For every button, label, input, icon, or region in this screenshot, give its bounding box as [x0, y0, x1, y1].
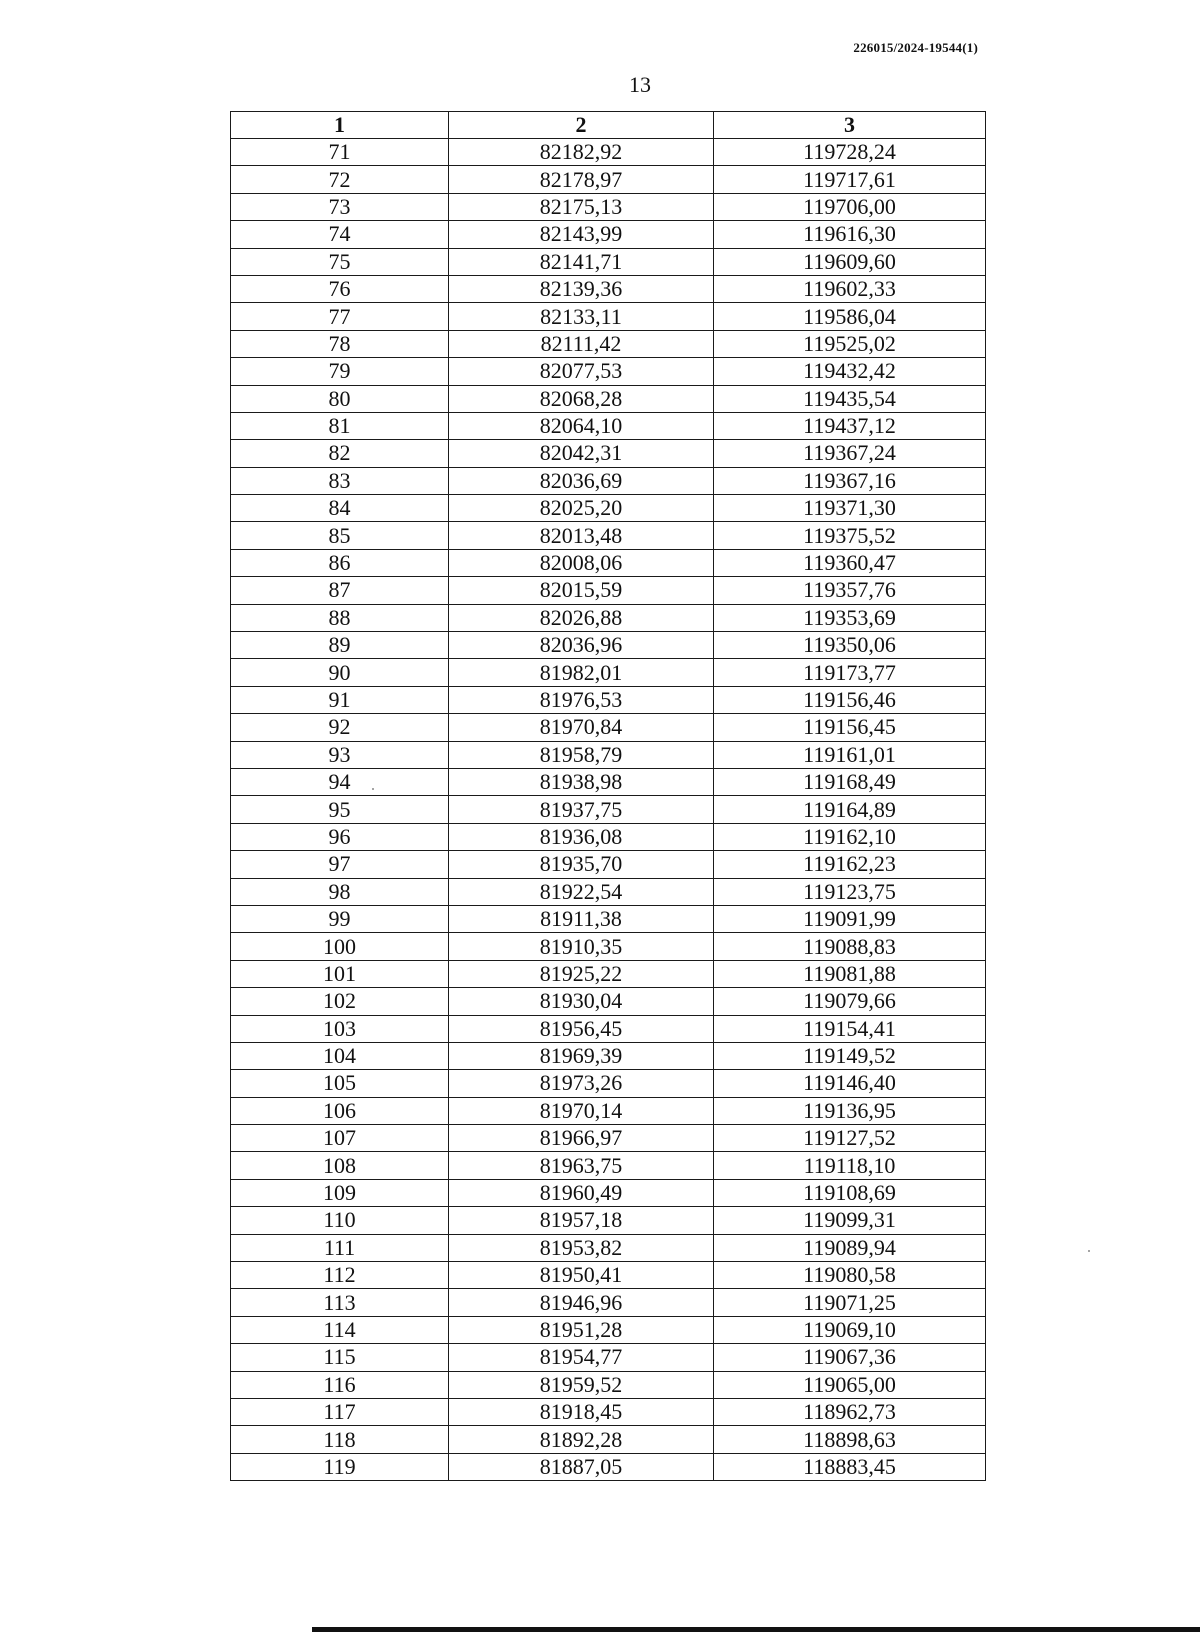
table-cell-col-1: 73	[231, 193, 449, 220]
table-cell-col-3: 119149,52	[714, 1042, 986, 1069]
table-header	[231, 112, 986, 139]
table-cell-col-2: 82141,71	[449, 248, 714, 275]
table-row	[231, 960, 986, 987]
table-cell-col-2: 81957,18	[449, 1207, 714, 1234]
table-row	[231, 412, 986, 439]
table-cell-col-1: 102	[231, 988, 449, 1015]
table-cell-col-3: 119173,77	[714, 659, 986, 686]
table-cell-col-3: 119350,06	[714, 632, 986, 659]
table-cell-col-1: 78	[231, 330, 449, 357]
table-cell-col-3: 118962,73	[714, 1398, 986, 1425]
table-row	[231, 248, 986, 275]
column-header-2: 2	[449, 112, 714, 139]
table-row	[231, 1207, 986, 1234]
table-row	[231, 1125, 986, 1152]
table-cell-col-2: 82008,06	[449, 549, 714, 576]
table-cell-col-3: 119099,31	[714, 1207, 986, 1234]
table-row	[231, 1262, 986, 1289]
table-row	[231, 878, 986, 905]
table-row	[231, 714, 986, 741]
table-cell-col-2: 82036,96	[449, 632, 714, 659]
table-row	[231, 1426, 986, 1453]
table-cell-col-2: 82025,20	[449, 495, 714, 522]
table-cell-col-3: 119123,75	[714, 878, 986, 905]
table-cell-col-2: 81922,54	[449, 878, 714, 905]
table-cell-col-2: 81970,14	[449, 1097, 714, 1124]
table-cell-col-2: 82111,42	[449, 330, 714, 357]
table-cell-col-3: 119136,95	[714, 1097, 986, 1124]
scan-bottom-edge	[312, 1627, 1200, 1632]
table-cell-col-1: 109	[231, 1179, 449, 1206]
table-cell-col-3: 119162,10	[714, 823, 986, 850]
table-cell-col-2: 81887,05	[449, 1453, 714, 1480]
table-cell-col-1: 100	[231, 933, 449, 960]
table-cell-col-1: 76	[231, 275, 449, 302]
table-row	[231, 659, 986, 686]
table-cell-col-1: 87	[231, 577, 449, 604]
table-row	[231, 358, 986, 385]
table-row	[231, 166, 986, 193]
table-cell-col-3: 119164,89	[714, 796, 986, 823]
table-cell-col-3: 119602,33	[714, 275, 986, 302]
table-cell-col-2: 81982,01	[449, 659, 714, 686]
table-row	[231, 303, 986, 330]
page-number: 13	[629, 72, 651, 97]
table-cell-col-3: 119609,60	[714, 248, 986, 275]
table-cell-col-2: 81953,82	[449, 1234, 714, 1261]
table-row	[231, 1398, 986, 1425]
coordinates-table-container	[230, 111, 985, 1481]
table-cell-col-3: 119156,45	[714, 714, 986, 741]
table-cell-col-1: 75	[231, 248, 449, 275]
table-cell-col-3: 119375,52	[714, 522, 986, 549]
table-cell-col-1: 91	[231, 686, 449, 713]
table-cell-col-1: 89	[231, 632, 449, 659]
table-cell-col-1: 72	[231, 166, 449, 193]
table-row	[231, 1042, 986, 1069]
table-cell-col-3: 119706,00	[714, 193, 986, 220]
table-cell-col-3: 119127,52	[714, 1125, 986, 1152]
table-cell-col-3: 119357,76	[714, 577, 986, 604]
table-cell-col-3: 119586,04	[714, 303, 986, 330]
table-cell-col-1: 79	[231, 358, 449, 385]
table-cell-col-2: 82042,31	[449, 440, 714, 467]
table-row	[231, 796, 986, 823]
table-cell-col-3: 119525,02	[714, 330, 986, 357]
table-cell-col-3: 119146,40	[714, 1070, 986, 1097]
table-row	[231, 1371, 986, 1398]
table-row	[231, 577, 986, 604]
table-row	[231, 851, 986, 878]
table-cell-col-2: 82178,97	[449, 166, 714, 193]
table-row	[231, 495, 986, 522]
table-cell-col-1: 116	[231, 1371, 449, 1398]
table-cell-col-1: 108	[231, 1152, 449, 1179]
table-row	[231, 139, 986, 166]
table-cell-col-2: 81973,26	[449, 1070, 714, 1097]
table-cell-col-2: 82139,36	[449, 275, 714, 302]
table-cell-col-2: 81966,97	[449, 1125, 714, 1152]
table-cell-col-1: 106	[231, 1097, 449, 1124]
table-cell-col-1: 110	[231, 1207, 449, 1234]
table-cell-col-1: 74	[231, 221, 449, 248]
table-row	[231, 549, 986, 576]
table-cell-col-1: 112	[231, 1262, 449, 1289]
table-cell-col-1: 118	[231, 1426, 449, 1453]
table-row	[231, 330, 986, 357]
table-cell-col-3: 118883,45	[714, 1453, 986, 1480]
table-cell-col-1: 105	[231, 1070, 449, 1097]
table-cell-col-3: 119360,47	[714, 549, 986, 576]
table-row	[231, 522, 986, 549]
table-cell-col-1: 104	[231, 1042, 449, 1069]
table-cell-col-3: 119108,69	[714, 1179, 986, 1206]
table-cell-col-2: 81954,77	[449, 1344, 714, 1371]
table-header-row	[231, 112, 986, 139]
table-cell-col-2: 81930,04	[449, 988, 714, 1015]
table-cell-col-1: 101	[231, 960, 449, 987]
table-cell-col-2: 81925,22	[449, 960, 714, 987]
table-cell-col-1: 119	[231, 1453, 449, 1480]
table-cell-col-2: 81970,84	[449, 714, 714, 741]
table-row	[231, 1453, 986, 1480]
table-cell-col-2: 81969,39	[449, 1042, 714, 1069]
table-cell-col-3: 119353,69	[714, 604, 986, 631]
table-cell-col-3: 119065,00	[714, 1371, 986, 1398]
table-cell-col-2: 81935,70	[449, 851, 714, 878]
table-cell-col-1: 86	[231, 549, 449, 576]
table-cell-col-3: 119156,46	[714, 686, 986, 713]
table-cell-col-1: 90	[231, 659, 449, 686]
table-cell-col-2: 81938,98	[449, 768, 714, 795]
table-cell-col-3: 118898,63	[714, 1426, 986, 1453]
table-cell-col-2: 81946,96	[449, 1289, 714, 1316]
table-cell-col-1: 96	[231, 823, 449, 850]
table-row	[231, 221, 986, 248]
table-cell-col-1: 83	[231, 467, 449, 494]
table-cell-col-2: 82013,48	[449, 522, 714, 549]
table-cell-col-2: 82182,92	[449, 139, 714, 166]
table-row	[231, 1097, 986, 1124]
column-header-3: 3	[714, 112, 986, 139]
table-cell-col-3: 119162,23	[714, 851, 986, 878]
table-cell-col-2: 82015,59	[449, 577, 714, 604]
table-cell-col-2: 81892,28	[449, 1426, 714, 1453]
table-cell-col-1: 115	[231, 1344, 449, 1371]
table-row	[231, 988, 986, 1015]
table-row	[231, 768, 986, 795]
table-cell-col-1: 93	[231, 741, 449, 768]
table-row	[231, 905, 986, 932]
table-cell-col-1: 111	[231, 1234, 449, 1261]
table-cell-col-2: 82026,88	[449, 604, 714, 631]
table-row	[231, 604, 986, 631]
table-row	[231, 1289, 986, 1316]
table-cell-col-1: 88	[231, 604, 449, 631]
table-cell-col-3: 119089,94	[714, 1234, 986, 1261]
table-cell-col-2: 81950,41	[449, 1262, 714, 1289]
table-cell-col-2: 81910,35	[449, 933, 714, 960]
column-header-1: 1	[231, 112, 449, 139]
table-cell-col-3: 119154,41	[714, 1015, 986, 1042]
table-cell-col-3: 119367,24	[714, 440, 986, 467]
table-cell-col-1: 113	[231, 1289, 449, 1316]
table-cell-col-2: 82143,99	[449, 221, 714, 248]
table-cell-col-3: 119161,01	[714, 741, 986, 768]
document-id: 226015/2024-19544(1)	[853, 40, 978, 55]
table-cell-col-3: 119091,99	[714, 905, 986, 932]
table-row	[231, 1344, 986, 1371]
table-cell-col-2: 81918,45	[449, 1398, 714, 1425]
table-cell-col-3: 119071,25	[714, 1289, 986, 1316]
table-cell-col-1: 84	[231, 495, 449, 522]
table-cell-col-1: 114	[231, 1316, 449, 1343]
table-cell-col-3: 119168,49	[714, 768, 986, 795]
table-cell-col-3: 119118,10	[714, 1152, 986, 1179]
table-row	[231, 193, 986, 220]
table-row	[231, 823, 986, 850]
table-cell-col-2: 81976,53	[449, 686, 714, 713]
table-row	[231, 1316, 986, 1343]
coordinates-table	[230, 111, 986, 1481]
table-cell-col-1: 94	[231, 768, 449, 795]
table-row	[231, 467, 986, 494]
table-cell-col-3: 119371,30	[714, 495, 986, 522]
table-body	[231, 139, 986, 1481]
table-row	[231, 1179, 986, 1206]
table-cell-col-1: 85	[231, 522, 449, 549]
table-cell-col-1: 103	[231, 1015, 449, 1042]
table-row	[231, 933, 986, 960]
table-cell-col-2: 81956,45	[449, 1015, 714, 1042]
table-cell-col-2: 81936,08	[449, 823, 714, 850]
table-row	[231, 275, 986, 302]
table-row	[231, 1070, 986, 1097]
table-cell-col-3: 119080,58	[714, 1262, 986, 1289]
table-cell-col-3: 119088,83	[714, 933, 986, 960]
table-cell-col-1: 82	[231, 440, 449, 467]
table-cell-col-1: 98	[231, 878, 449, 905]
table-cell-col-3: 119079,66	[714, 988, 986, 1015]
table-cell-col-2: 82133,11	[449, 303, 714, 330]
table-cell-col-3: 119717,61	[714, 166, 986, 193]
table-cell-col-3: 119069,10	[714, 1316, 986, 1343]
table-row	[231, 440, 986, 467]
scan-speck	[372, 788, 374, 790]
table-cell-col-1: 81	[231, 412, 449, 439]
table-cell-col-1: 71	[231, 139, 449, 166]
table-cell-col-2: 82077,53	[449, 358, 714, 385]
table-cell-col-2: 81911,38	[449, 905, 714, 932]
table-row	[231, 741, 986, 768]
table-cell-col-2: 81958,79	[449, 741, 714, 768]
table-cell-col-3: 119367,16	[714, 467, 986, 494]
table-cell-col-3: 119437,12	[714, 412, 986, 439]
table-cell-col-2: 81951,28	[449, 1316, 714, 1343]
table-cell-col-1: 77	[231, 303, 449, 330]
table-cell-col-1: 92	[231, 714, 449, 741]
table-row	[231, 1234, 986, 1261]
table-cell-col-1: 95	[231, 796, 449, 823]
table-cell-col-2: 82036,69	[449, 467, 714, 494]
table-cell-col-1: 99	[231, 905, 449, 932]
table-row	[231, 632, 986, 659]
table-cell-col-1: 107	[231, 1125, 449, 1152]
table-row	[231, 1015, 986, 1042]
table-cell-col-2: 81937,75	[449, 796, 714, 823]
table-cell-col-2: 81960,49	[449, 1179, 714, 1206]
table-cell-col-3: 119728,24	[714, 139, 986, 166]
table-cell-col-3: 119081,88	[714, 960, 986, 987]
table-row	[231, 385, 986, 412]
table-row	[231, 686, 986, 713]
scan-speck	[1088, 1250, 1090, 1252]
table-cell-col-1: 80	[231, 385, 449, 412]
table-cell-col-2: 82064,10	[449, 412, 714, 439]
table-cell-col-2: 81963,75	[449, 1152, 714, 1179]
table-cell-col-2: 81959,52	[449, 1371, 714, 1398]
table-cell-col-3: 119435,54	[714, 385, 986, 412]
table-cell-col-3: 119067,36	[714, 1344, 986, 1371]
table-cell-col-1: 97	[231, 851, 449, 878]
table-cell-col-1: 117	[231, 1398, 449, 1425]
table-cell-col-2: 82175,13	[449, 193, 714, 220]
table-cell-col-3: 119616,30	[714, 221, 986, 248]
table-cell-col-3: 119432,42	[714, 358, 986, 385]
table-cell-col-2: 82068,28	[449, 385, 714, 412]
table-row	[231, 1152, 986, 1179]
